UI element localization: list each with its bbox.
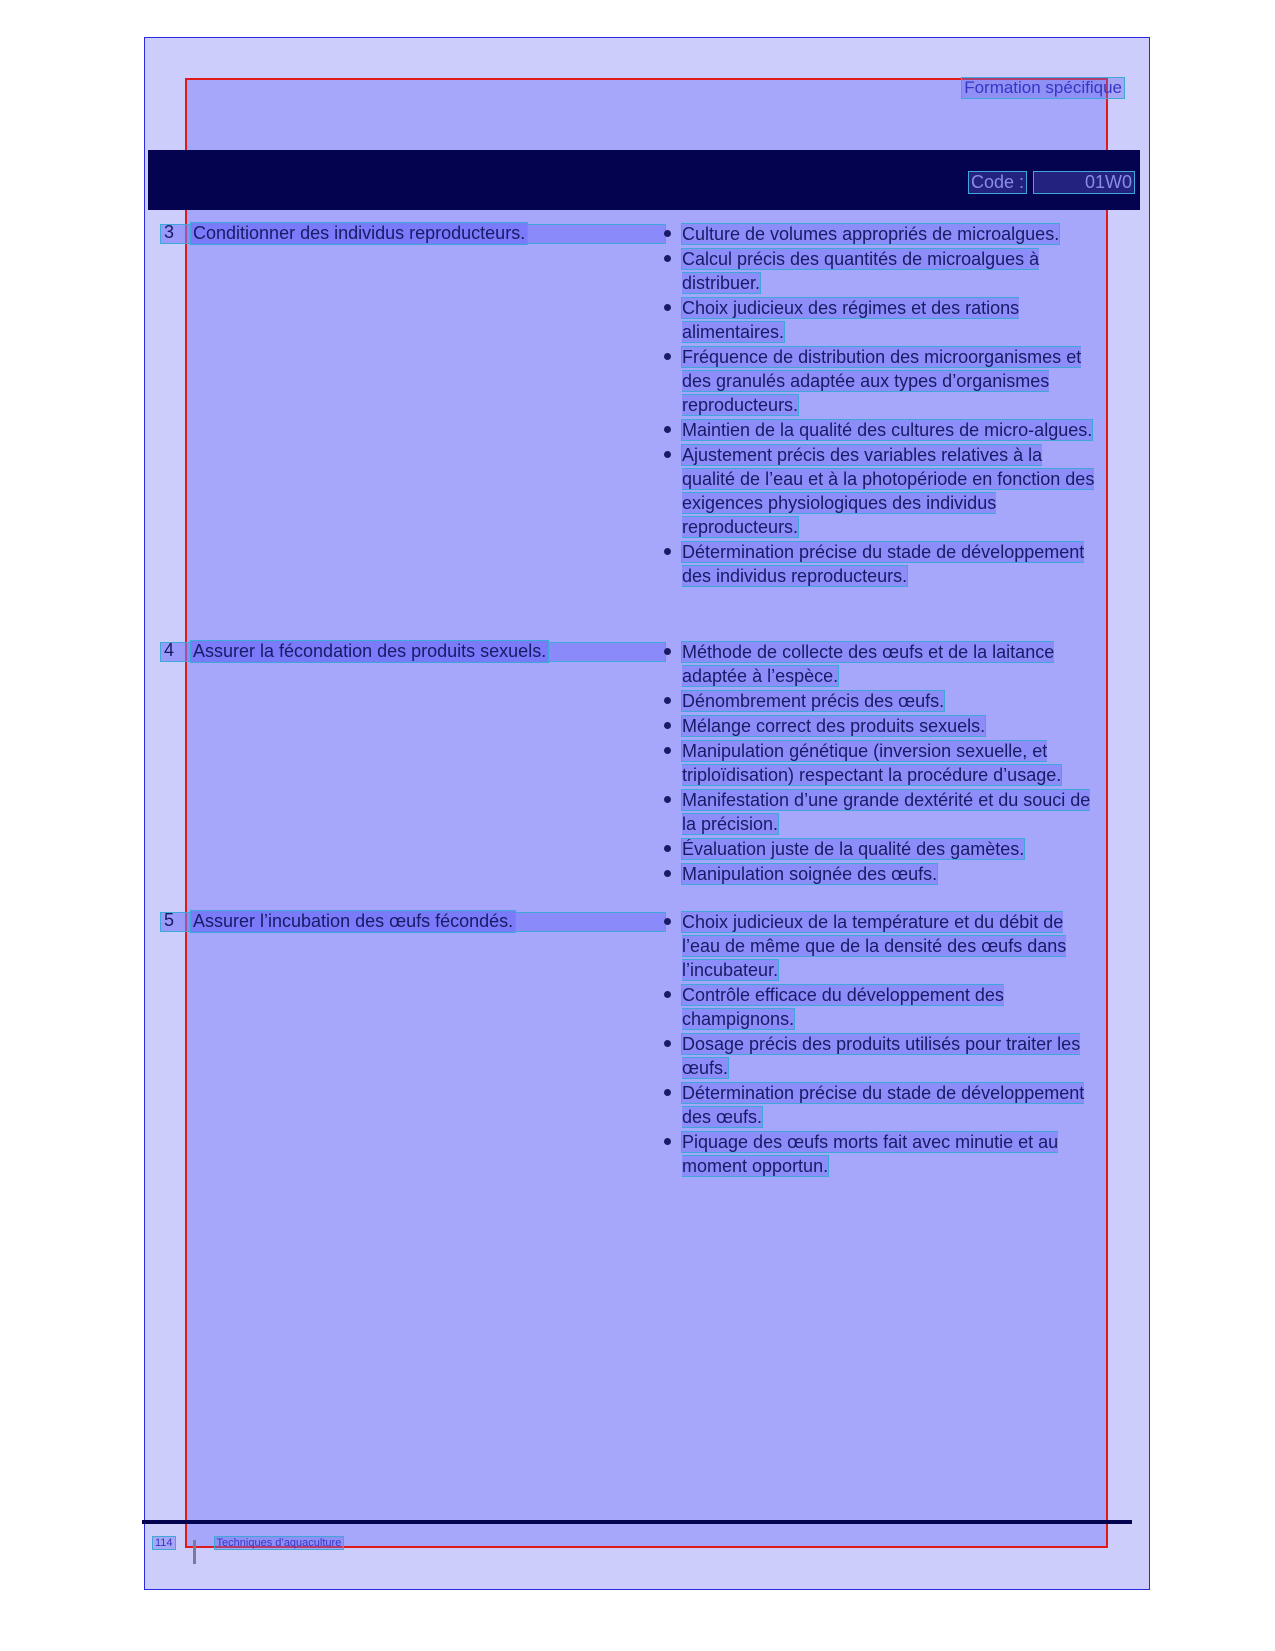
criteria-item: Culture de volumes appropriés de microalgues. [660,222,1095,246]
criteria-item: Détermination précise du stade de développement des œufs. [660,1081,1095,1129]
page-number: 114 [152,1536,176,1550]
criteria-item: Dosage précis des produits utilisés pour traiter les œufs. [660,1032,1095,1080]
criteria-item: Détermination précise du stade de développement des individus reproducteurs. [660,540,1095,588]
criteria-list [660,640,1095,887]
criteria-item: Ajustement précis des variables relatives à la qualité de l’eau et à la photopériode en fonction des exigences physiologiques des individus reproducteurs. [660,443,1095,539]
criteria-item: Piquage des œufs morts fait avec minutie et au moment opportun. [660,1130,1095,1178]
criteria-item: Méthode de collecte des œufs et de la laitance adaptée à l’espèce. [660,640,1095,688]
criteria-item: Calcul précis des quantités de microalgues à distribuer. [660,247,1095,295]
section-title: Assurer l’incubation des œufs fécondés. [190,910,516,933]
section-number: 4 [164,640,175,660]
criteria-item: Évaluation juste de la qualité des gamètes. [660,837,1095,861]
criteria-list [660,910,1095,1179]
criteria-item: Maintien de la qualité des cultures de micro-algues. [660,418,1095,442]
footer [152,1536,344,1550]
criteria-item: Mélange correct des produits sexuels. [660,714,1095,738]
footer-rule [142,1520,1132,1524]
footer-title: Techniques d’aquaculture [214,1536,345,1550]
code-value: 01W0 [1033,171,1135,194]
criteria-item: Manifestation d’une grande dextérité et du souci de la précision. [660,788,1095,836]
section-number: 5 [164,910,175,930]
criteria-item: Contrôle efficace du développement des champignons. [660,983,1095,1031]
footer-tick [193,1540,196,1564]
code-label: Code : [968,171,1027,194]
criteria-item: Fréquence de distribution des microorganismes et des granulés adaptée aux types d’organismes reproducteurs. [660,345,1095,417]
header-title: Formation spécifique [961,77,1125,99]
section-title: Assurer la fécondation des produits sexuels. [190,640,549,663]
criteria-item: Dénombrement précis des œufs. [660,689,1095,713]
section-number: 3 [164,222,175,242]
program-code [968,171,1135,194]
criteria-list [660,222,1095,589]
section-title: Conditionner des individus reproducteurs. [190,222,528,245]
criteria-item: Choix judicieux des régimes et des rations alimentaires. [660,296,1095,344]
criteria-item: Choix judicieux de la température et du débit de l’eau de même que de la densité des œufs dans l’incubateur. [660,910,1095,982]
criteria-item: Manipulation génétique (inversion sexuelle, et triploïdisation) respectant la procédure d’usage. [660,739,1095,787]
criteria-item: Manipulation soignée des œufs. [660,862,1095,886]
